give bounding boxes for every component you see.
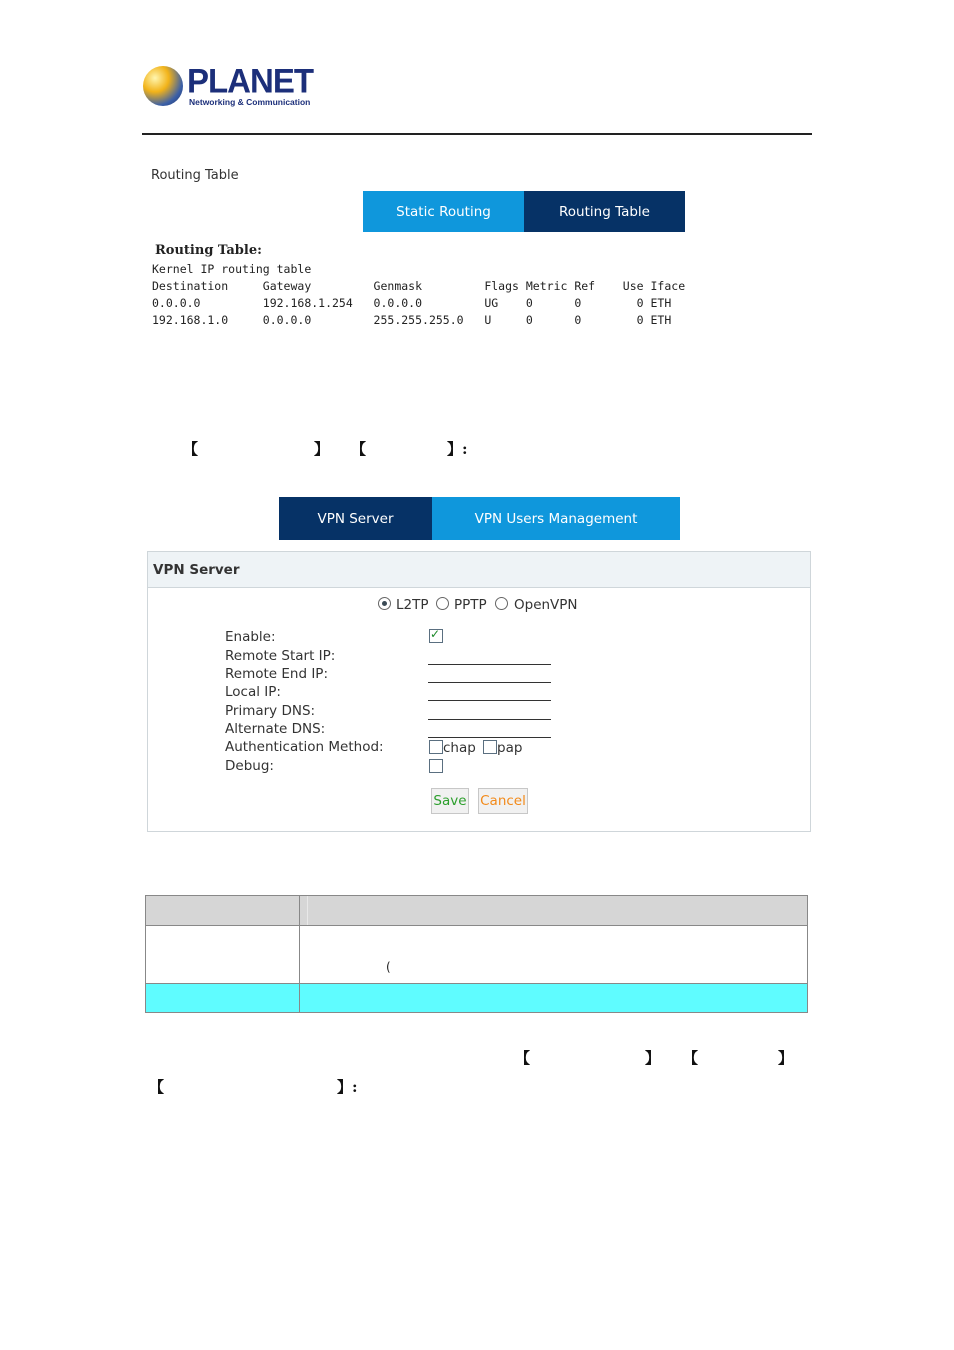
- table-row-cell: [299, 925, 808, 984]
- alternate-dns-label: Alternate DNS:: [225, 721, 326, 737]
- paren-text: (: [386, 960, 391, 974]
- radio-pptp-label: PPTP: [454, 597, 487, 613]
- routing-row: 0.0.0.0 192.168.1.254 0.0.0.0 UG 0 0 0 ETH: [152, 296, 672, 310]
- tab-static-routing[interactable]: Static Routing: [363, 191, 524, 232]
- bracket-open: 【: [683, 1049, 699, 1067]
- radio-l2tp[interactable]: [378, 597, 391, 610]
- header-divider: [142, 133, 812, 135]
- routing-header-line: Destination Gateway Genmask Flags Metric Ref Use Iface: [152, 279, 686, 293]
- logo-brand: PLANET: [187, 61, 313, 100]
- bracket-open: 【: [515, 1049, 531, 1067]
- table-header-cell: [145, 895, 300, 926]
- bracket-close: 】: [645, 1049, 661, 1067]
- globe-icon: [143, 66, 183, 106]
- chap-checkbox[interactable]: [429, 740, 443, 754]
- routing-table-title: Routing Table:: [155, 243, 262, 258]
- table-highlight-cell: [145, 983, 300, 1013]
- enable-checkbox[interactable]: [429, 629, 443, 643]
- radio-openvpn-label: OpenVPN: [514, 597, 578, 613]
- remote-end-ip-label: Remote End IP:: [225, 666, 328, 682]
- pap-checkbox[interactable]: [483, 740, 497, 754]
- local-ip-label: Local IP:: [225, 684, 281, 700]
- bracket-open: 【: [149, 1078, 165, 1096]
- debug-label: Debug:: [225, 758, 274, 774]
- pap-label: pap: [497, 740, 523, 756]
- planet-logo: [143, 61, 313, 110]
- bracket-close: 】:: [447, 440, 468, 458]
- tab-vpn-server[interactable]: VPN Server: [279, 497, 432, 540]
- radio-pptp[interactable]: [436, 597, 449, 610]
- tab-vpn-users-management[interactable]: VPN Users Management: [432, 497, 680, 540]
- bracket-close: 】:: [337, 1078, 358, 1096]
- local-ip-input[interactable]: [428, 700, 551, 701]
- routing-line: Kernel IP routing table: [152, 262, 312, 276]
- authentication-method-label: Authentication Method:: [225, 739, 384, 755]
- remote-start-ip-label: Remote Start IP:: [225, 648, 336, 664]
- radio-openvpn[interactable]: [495, 597, 508, 610]
- panel-title: VPN Server: [153, 562, 240, 578]
- description-table: [145, 895, 808, 1013]
- bracket-close: 】: [314, 440, 330, 458]
- bracket-close: 】: [778, 1049, 794, 1067]
- alternate-dns-input[interactable]: [428, 737, 551, 738]
- remote-end-ip-input[interactable]: [428, 682, 551, 683]
- primary-dns-label: Primary DNS:: [225, 703, 316, 719]
- chap-label: chap: [443, 740, 476, 756]
- debug-checkbox[interactable]: [429, 759, 443, 773]
- enable-label: Enable:: [225, 629, 276, 645]
- routing-row: 192.168.1.0 0.0.0.0 255.255.255.0 U 0 0 0 ETH: [152, 313, 672, 327]
- table-header-cell: [299, 895, 808, 926]
- radio-l2tp-label: L2TP: [396, 597, 429, 613]
- remote-start-ip-input[interactable]: [428, 664, 551, 665]
- routing-section-label: Routing Table: [151, 168, 239, 183]
- cancel-button[interactable]: Cancel: [478, 788, 528, 814]
- bracket-open: 【: [351, 440, 367, 458]
- save-button[interactable]: Save: [431, 788, 469, 814]
- table-row-cell: [145, 925, 300, 984]
- vpn-server-panel: [147, 551, 811, 832]
- panel-header: [148, 552, 810, 588]
- logo-tagline: Networking & Communication: [189, 97, 311, 107]
- bracket-open: 【: [183, 440, 199, 458]
- primary-dns-input[interactable]: [428, 719, 551, 720]
- table-highlight-cell: [299, 983, 808, 1013]
- tab-routing-table[interactable]: Routing Table: [524, 191, 685, 232]
